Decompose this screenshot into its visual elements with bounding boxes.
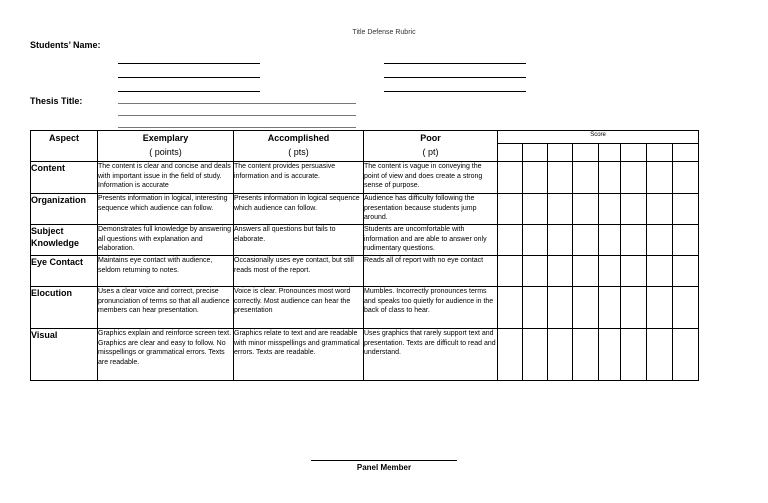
header-exemplary (98, 131, 234, 162)
score-cell[interactable] (673, 162, 699, 194)
score-cell[interactable] (498, 256, 523, 287)
rubric-row-organization (31, 194, 699, 225)
exemplary-cell: Demonstrates full knowledge by answering all questions with explanation and elaboration. (98, 225, 234, 256)
score-cell[interactable] (498, 329, 523, 381)
score-cell[interactable] (498, 194, 523, 225)
score-cell[interactable] (673, 329, 699, 381)
student-name-line-5[interactable] (384, 77, 526, 78)
score-cell[interactable] (647, 225, 673, 256)
header-exemplary-label: Exemplary (142, 133, 189, 143)
score-cell[interactable] (647, 162, 673, 194)
score-cell[interactable] (599, 225, 621, 256)
score-cell[interactable] (523, 194, 548, 225)
student-name-line-3[interactable] (118, 91, 260, 92)
header-exemplary-points: ( points) (149, 147, 182, 157)
rubric-row-elocution (31, 287, 699, 329)
score-cell[interactable] (523, 162, 548, 194)
score-cell[interactable] (548, 225, 573, 256)
aspect-cell: Organization (31, 194, 98, 225)
score-header-cell (673, 144, 699, 162)
thesis-title-label: Thesis Title: (30, 96, 83, 106)
score-cell[interactable] (647, 256, 673, 287)
thesis-title-line-2[interactable] (118, 115, 356, 116)
score-header-cell (599, 144, 621, 162)
poor-cell: Uses graphics that rarely support text and presentation. Texts are difficult to read and understand. (364, 329, 498, 381)
score-cell[interactable] (573, 225, 599, 256)
exemplary-cell: Uses a clear voice and correct, precise pronunciation of terms so that all audience members can hear presentation. (98, 287, 234, 329)
score-cell[interactable] (673, 225, 699, 256)
header-accomplished (234, 131, 364, 162)
score-cell[interactable] (523, 256, 548, 287)
student-name-line-2[interactable] (118, 77, 260, 78)
score-header-cell (573, 144, 599, 162)
rubric-row-content (31, 162, 699, 194)
score-cell[interactable] (599, 162, 621, 194)
poor-cell: Students are uncomfortable with information and are able to answer only rudimentary questions. (364, 225, 498, 256)
score-cell[interactable] (548, 329, 573, 381)
score-cell[interactable] (599, 287, 621, 329)
exemplary-cell: Graphics explain and reinforce screen text. Graphics are clear and easy to follow. No misspellings or grammatical errors. Texts are readable. (98, 329, 234, 381)
score-cell[interactable] (498, 287, 523, 329)
exemplary-cell: Presents information in logical, interesting sequence which audience can follow. (98, 194, 234, 225)
score-cell[interactable] (573, 194, 599, 225)
score-cell[interactable] (573, 162, 599, 194)
header-score (498, 131, 699, 144)
score-cell[interactable] (621, 194, 647, 225)
score-cell[interactable] (621, 162, 647, 194)
score-cell[interactable] (599, 256, 621, 287)
score-cell[interactable] (647, 287, 673, 329)
poor-cell: Mumbles. Incorrectly pronounces terms and speaks too quietly for audience in the back of class to hear. (364, 287, 498, 329)
accomplished-cell: Graphics relate to text and are readable with minor misspellings and grammatical errors. Texts are readable. (234, 329, 364, 381)
score-cell[interactable] (523, 329, 548, 381)
panel-member-signature-line[interactable] (311, 460, 457, 461)
poor-cell: Audience has difficulty following the presentation because students jump around. (364, 194, 498, 225)
aspect-cell: Eye Contact (31, 256, 98, 287)
score-cell[interactable] (498, 225, 523, 256)
score-cell[interactable] (498, 162, 523, 194)
thesis-title-line-3[interactable] (118, 127, 356, 128)
score-cell[interactable] (548, 256, 573, 287)
rubric-row-visual (31, 329, 699, 381)
rubric-table (30, 130, 699, 381)
header-score-label: Score (590, 132, 606, 138)
score-cell[interactable] (621, 329, 647, 381)
exemplary-cell: Maintains eye contact with audience, seldom returning to notes. (98, 256, 234, 287)
header-poor-label: Poor (420, 133, 441, 143)
score-cell[interactable] (599, 194, 621, 225)
score-cell[interactable] (573, 329, 599, 381)
header-poor-points: ( pt) (422, 147, 439, 157)
panel-member-label: Panel Member (356, 463, 412, 472)
document-title: Title Defense Rubric (352, 29, 416, 36)
accomplished-cell: Voice is clear. Pronounces most word correctly. Most audience can hear the presentation (234, 287, 364, 329)
accomplished-cell: Answers all questions but fails to elaborate. (234, 225, 364, 256)
score-header-cell (523, 144, 548, 162)
accomplished-cell: The content provides persuasive information and is accurate. (234, 162, 364, 194)
score-cell[interactable] (673, 256, 699, 287)
rubric-row-subject-knowledge (31, 225, 699, 256)
score-cell[interactable] (548, 162, 573, 194)
student-name-line-4[interactable] (384, 63, 526, 64)
header-accomplished-points: ( pts) (288, 147, 309, 157)
score-cell[interactable] (523, 225, 548, 256)
poor-cell: Reads all of report with no eye contact (364, 256, 498, 287)
poor-cell: The content is vague in conveying the point of view and does create a strong sense of purpose. (364, 162, 498, 194)
score-header-cell (548, 144, 573, 162)
score-cell[interactable] (573, 256, 599, 287)
aspect-cell: Visual (31, 329, 98, 381)
aspect-cell: Elocution (31, 287, 98, 329)
students-name-label: Students’ Name: (30, 40, 101, 50)
header-aspect-label: Aspect (48, 133, 79, 143)
score-cell[interactable] (647, 329, 673, 381)
aspect-cell: Subject Knowledge (31, 225, 98, 256)
score-cell[interactable] (621, 256, 647, 287)
score-cell[interactable] (647, 194, 673, 225)
score-cell[interactable] (573, 287, 599, 329)
score-cell[interactable] (548, 287, 573, 329)
score-cell[interactable] (673, 194, 699, 225)
score-header-cell (647, 144, 673, 162)
score-header-cell (621, 144, 647, 162)
student-name-line-6[interactable] (384, 91, 526, 92)
score-cell[interactable] (523, 287, 548, 329)
score-cell[interactable] (621, 287, 647, 329)
score-cell[interactable] (673, 287, 699, 329)
rubric-row-eye-contact (31, 256, 699, 287)
accomplished-cell: Occasionally uses eye contact, but still reads most of the report. (234, 256, 364, 287)
score-cell[interactable] (599, 329, 621, 381)
score-cell[interactable] (548, 194, 573, 225)
aspect-cell: Content (31, 162, 98, 194)
header-accomplished-label: Accomplished (267, 133, 330, 143)
thesis-title-line-1[interactable] (118, 103, 356, 104)
score-header-cell (498, 144, 523, 162)
header-poor (364, 131, 498, 162)
accomplished-cell: Presents information in logical sequence which audience can follow. (234, 194, 364, 225)
exemplary-cell: The content is clear and concise and deals with important issue in the field of study. Information is accurate (98, 162, 234, 194)
student-name-line-1[interactable] (118, 63, 260, 64)
score-cell[interactable] (621, 225, 647, 256)
header-aspect (31, 131, 98, 162)
